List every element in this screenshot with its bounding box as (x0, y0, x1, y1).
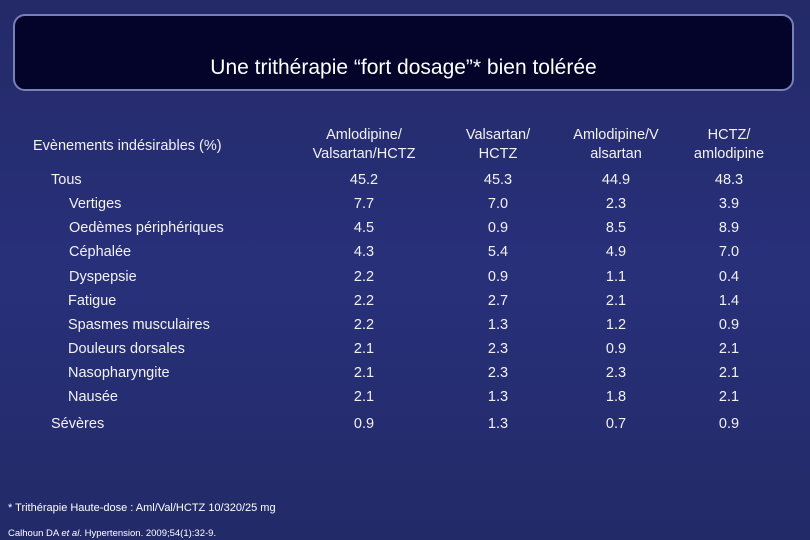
table-cell-value: 45.2 (349, 172, 379, 188)
column-header-line: amlodipine (693, 146, 765, 162)
column-header-line: HCTZ/ (707, 127, 751, 143)
row-label: Nasopharyngite (68, 365, 170, 381)
table-cell-value: 8.9 (718, 220, 740, 236)
table-cell-value: 4.9 (605, 244, 627, 260)
table-cell-value: 5.4 (487, 244, 509, 260)
table-cell-value: 2.3 (487, 341, 509, 357)
citation-etal: et al (61, 528, 80, 539)
row-label: Spasmes musculaires (68, 317, 210, 333)
table-cell-value: 2.1 (353, 365, 375, 381)
footnote: * Trithérapie Haute-dose : Aml/Val/HCTZ 10/320/25 mg (8, 502, 276, 514)
column-header (659, 126, 799, 164)
row-label: Douleurs dorsales (68, 341, 185, 357)
table-cell-value: 3.9 (718, 196, 740, 212)
table-cell-value: 7.0 (718, 244, 740, 260)
table-cell-value: 1.2 (605, 317, 627, 333)
row-label: Fatigue (68, 293, 117, 309)
table-cell-value: 0.9 (353, 416, 375, 432)
table-cell-value: 0.9 (718, 416, 740, 432)
citation-prefix: Calhoun DA (8, 528, 62, 539)
table-cell-value: 1.3 (487, 317, 509, 333)
row-label: Tous (51, 172, 82, 188)
table-cell-value: 2.2 (353, 269, 375, 285)
table-cell-value: 1.3 (487, 389, 509, 405)
table-cell-value: 2.1 (718, 365, 740, 381)
table-cell-value: 1.8 (605, 389, 627, 405)
column-header-line: Valsartan/HCTZ (312, 146, 416, 162)
table-cell-value: 0.4 (718, 269, 740, 285)
table-cell-value: 2.7 (487, 293, 509, 309)
table-cell-value: 4.5 (353, 220, 375, 236)
table-cell-value: 0.7 (605, 416, 627, 432)
row-label: Dyspepsie (69, 269, 137, 285)
row-label: Nausée (68, 389, 118, 405)
table-cell-value: 8.5 (605, 220, 627, 236)
table-cell-value: 2.1 (353, 341, 375, 357)
table-cell-value: 0.9 (605, 341, 627, 357)
table-cell-value: 2.1 (605, 293, 627, 309)
row-label: Sévères (51, 416, 105, 432)
table-cell-value: 0.9 (487, 220, 509, 236)
table-cell-value: 45.3 (483, 172, 513, 188)
table-cell-value: 0.9 (487, 269, 509, 285)
column-header-line: Amlodipine/ (326, 127, 402, 143)
table-cell-value: 1.1 (605, 269, 627, 285)
table-cell-value: 2.3 (605, 196, 627, 212)
table-cell-value: 48.3 (714, 172, 744, 188)
title-box (13, 14, 794, 91)
row-header-label: Evènements indésirables (%) (33, 138, 222, 154)
table-cell-value: 2.1 (718, 389, 740, 405)
table-cell-value: 2.3 (487, 365, 509, 381)
table-cell-value: 44.9 (601, 172, 631, 188)
table-cell-value: 2.2 (353, 293, 375, 309)
row-label: Oedèmes périphériques (69, 220, 224, 236)
row-label: Vertiges (69, 196, 122, 212)
column-header-line: Valsartan/ (465, 127, 531, 143)
table-cell-value: 7.0 (487, 196, 509, 212)
row-label: Céphalée (69, 244, 132, 260)
citation-suffix: . Hypertension. 2009;54(1):32-9. (79, 528, 217, 539)
column-header-line: Amlodipine/V (573, 127, 659, 143)
column-header-line: alsartan (590, 146, 642, 162)
slide-title: Une trithérapie “fort dosage”* bien tolérée (210, 56, 597, 79)
table-cell-value: 4.3 (353, 244, 375, 260)
table-cell-value: 2.2 (353, 317, 375, 333)
column-header (294, 126, 434, 164)
table-cell-value: 0.9 (718, 317, 740, 333)
table-cell-value: 1.4 (718, 293, 740, 309)
table-cell-value: 2.1 (718, 341, 740, 357)
table-cell-value: 2.3 (605, 365, 627, 381)
column-header-line: HCTZ (478, 146, 518, 162)
citation (8, 528, 216, 539)
table-cell-value: 7.7 (353, 196, 375, 212)
table-cell-value: 1.3 (487, 416, 509, 432)
table-cell-value: 2.1 (353, 389, 375, 405)
